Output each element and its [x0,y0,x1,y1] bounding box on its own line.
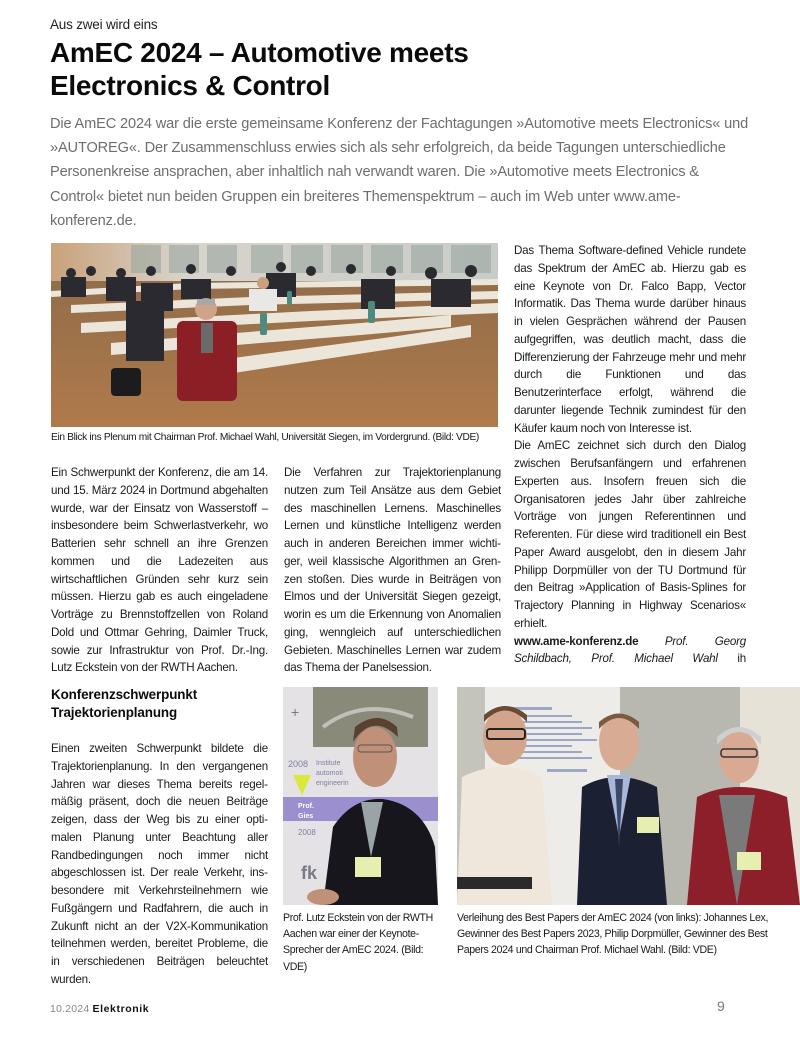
svg-text:Institute: Institute [316,760,341,767]
footer-magazine-name: Elektronik [92,1003,150,1015]
footer-issue-date: 10.2024 [50,1003,90,1015]
plenum-image-icon [51,243,498,427]
svg-text:automoti: automoti [316,770,343,777]
col3-paragraph-1: Das Thema Software-defined Vehicle rundete das Spektrum der AmEC ab. Hierzu gab es eine Keynote von Dr. Falco Bapp, Vector Informatik. Das Thema wurde darüber hinaus in vielen Gesprächen während der Pausen aufgegriffen, was deutlich macht, dass die Differenzierung der Fahrzeuge mehr und mehr durch die Funktionen und das Benutzerinterface erfolgt, während die darunter liegende Technik zumindest für den Käufer kaum noch von Interesse ist. [514,244,746,435]
svg-text:Gies: Gies [298,813,314,820]
title-line-1: AmEC 2024 – Automotive meets [50,37,469,68]
svg-text:Prof.: Prof. [298,803,314,810]
page-number: 9 [717,998,725,1014]
award-photo [457,687,800,905]
body-column-1 [51,464,268,677]
body-column-1-lower [51,686,268,989]
article-kicker: Aus zwei wird eins [50,17,158,32]
col1-lower-paragraph: Einen zweiten Schwerpunkt bildete die Trajektorienplanung. In den vergangenen Jahren war dieses Thema bereits regelmäßig präsent, doch die neuen Beiträge zeigen, dass der Weg bis zu einer optimalen Planung unter Beachtung aller Randbedingungen noch immer nicht abgeschlossen ist. Der reale Verkehr, insbesondere mit Verkehrsteilnehmern wie Fußgängern und Radfahrern, die auch in Zukunft nicht an der V2X-Kommunikation teilnehmen werden, bereitet Probleme, die in verschiedenen Beiträgen beleuchtet wurden. [51,742,268,986]
article-title [50,36,750,102]
award-caption: Verleihung des Best Papers der AmEC 2024 (von links): Johannes Lex, Gewinner des Best Papers 2023, Philip Dorpmüller, Gewinner des Best Papers 2024 und Chairman Prof. Michael Wahl. (Bild: VDE) [457,912,769,957]
svg-text:+: + [291,704,300,720]
body-column-3 [514,242,746,668]
section-subheading: Konferenzschwerpunkt Trajektorienplanung [51,687,198,720]
body-column-2 [284,464,501,677]
svg-text:2008: 2008 [288,759,309,769]
col2-paragraph: Die Verfahren zur Trajektorienplanung nutzen zum Teil Ansätze aus dem Gebiet des maschinellen Lernens. Maschinelles Lernen und künstliche Intelligenz werden auch in anderen Bereichen immer wichtiger, weil klassische Algorithmen an Grenzen stoßen. Dies wurde in Beiträgen von Elmos und der Universität Siegen gezeigt, worin es um die Erkennung von Anomalien ging, wenngleich auf unterschiedlichen Gebieten. Maschinelles Lernen war zudem das Thema der Panelsession. [284,466,501,675]
col3-paragraph-2: Die AmEC zeichnet sich durch den Dialog zwischen Berufsanfängern und erfahrenen Experten aus. Insofern freuen sich die Organisatoren jedes Jahr über zahlreiche Vorträge von jungen Referentinnen und Referenten. Für diese wird traditionell ein Best Paper Award ausgelobt, den in diesem Jahr Philipp Dorpmüller von der TU Dortmund für den Beitrag »Application of Basis-Splines for Trajectory Planning in Highway Scenarios« erhielt. [514,439,746,630]
signature [514,633,746,669]
svg-text:engineerin: engineerin [316,780,349,787]
plenum-caption: Ein Blick ins Plenum mit Chairman Prof. Michael Wahl, Universität Siegen, im Vordergrund. (Bild: VDE) [51,432,479,443]
col1-paragraph: Ein Schwerpunkt der Konferenz, die am 14. und 15. März 2024 in Dortmund abgehalten wurde, war der Einsatz von Wasserstoff – insbesondere beim Schwerlastverkehr, wo Batterien sehr schnell an ihre Grenzen kommen und die Ladezeiten aus wirtschaftlichen Gründen sehr kurz sein müssen. Hierzu gab es auch eingeladene Vorträge zu Brennstoffzellen von Roland Dold und Ottmar Gehring, Daimler Truck, sowie zur Infrastruktur von Prof. Dr.-Ing. Lutz Eckstein von der RWTH Aachen. [51,466,268,675]
signature-authors: Prof. Georg Schildbach, Prof. Michael Wahl [514,634,746,666]
award-image-icon [457,687,800,905]
signature-url[interactable]: www.ame-konferenz.de [514,634,639,648]
signature-initials: ih [737,652,746,666]
keynote-photo [283,687,438,905]
article-lead: Die AmEC 2024 war die erste gemeinsame Konferenz der Fachtagungen »Automotive meets Electronics« und »AUTOREG«. Der Zusammenschluss erwies sich als sehr erfolgreich, da beide Tagungen unterschiedliche Personenkreise ansprachen, aber inhaltlich nah verwandt waren. Die »Automotive meets Electronics & Control« bietet nun beiden Gruppen ein breiteres Themenspektrum – auch im Web unter www.ame-konferenz.de. [50,116,749,229]
title-line-2: Electronics & Control [50,70,330,101]
svg-text:fk: fk [301,863,318,883]
footer-issue [50,1003,149,1015]
plenum-photo [51,243,498,427]
svg-text:2008: 2008 [298,828,316,837]
keynote-caption: Prof. Lutz Eckstein von der RWTH Aachen war einer der Keynote-Sprecher der AmEC 2024. (Bild: VDE) [283,912,433,973]
keynote-image-icon [283,687,438,905]
